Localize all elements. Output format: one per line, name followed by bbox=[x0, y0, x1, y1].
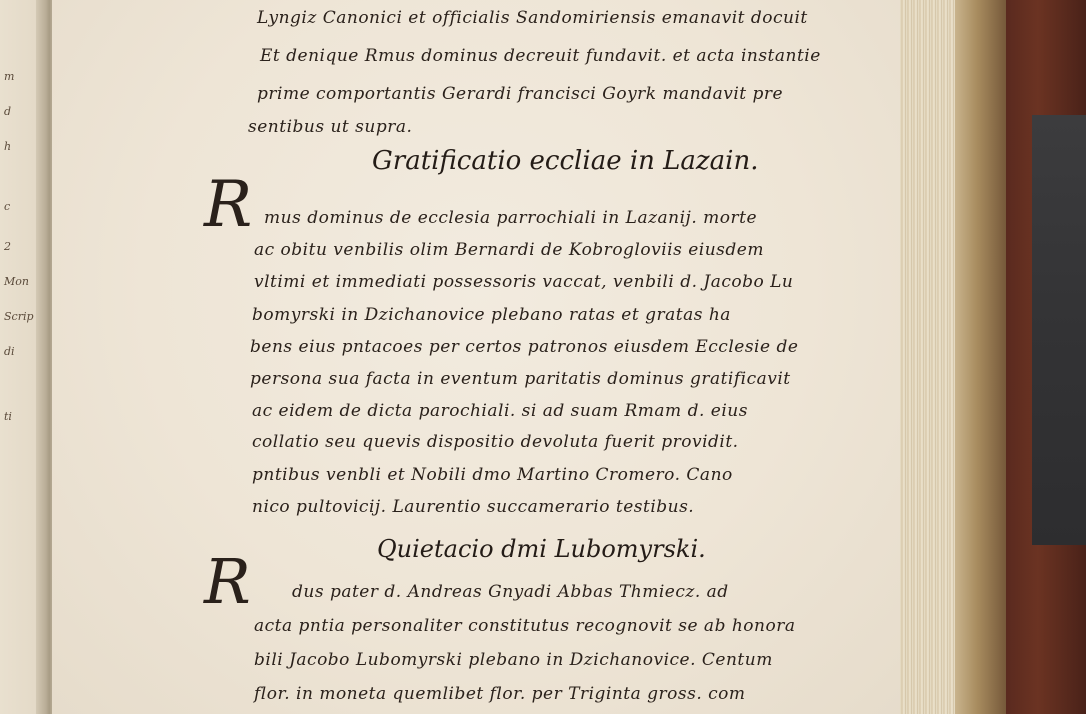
margin-note: ti bbox=[4, 410, 12, 423]
cover-board bbox=[1032, 115, 1086, 545]
manuscript-line: mus dominus de ecclesia parrochiali in Lazanij. morte bbox=[264, 208, 758, 228]
entry-heading: Quietacio dmi Lubomyrski. bbox=[377, 535, 706, 563]
manuscript-line: vltimi et immediati possessoris vaccat, venbili d. Jacobo Lu bbox=[254, 272, 794, 292]
entry-heading: Gratificatio eccliae in Lazain. bbox=[372, 146, 759, 176]
manuscript-line: Lyngiz Canonici et officialis Sandomiriensis emanavit docuit bbox=[257, 8, 808, 28]
margin-note: 2 bbox=[4, 240, 11, 253]
margin-note: m bbox=[4, 70, 15, 83]
manuscript-line: bili Jacobo Lubomyrski plebano in Dzichanovice. Centum bbox=[254, 650, 773, 670]
manuscript-page bbox=[52, 0, 904, 714]
decorated-initial: R bbox=[204, 545, 251, 618]
manuscript-line: bens eius pntacoes per certos patronos eiusdem Ecclesie de bbox=[250, 337, 799, 357]
margin-note: di bbox=[4, 345, 15, 358]
manuscript-line: bomyrski in Dzichanovice plebano ratas et gratas ha bbox=[252, 305, 731, 325]
manuscript-line: pntibus venbli et Nobili dmo Martino Cromero. Cano bbox=[252, 465, 733, 485]
manuscript-line: flor. in moneta quemlibet flor. per Triginta gross. com bbox=[254, 684, 746, 704]
margin-note: Mon bbox=[4, 275, 29, 288]
manuscript-line: persona sua facta in eventum paritatis dominus gratificavit bbox=[250, 369, 791, 389]
manuscript-line: prime comportantis Gerardi francisci Goyrk mandavit pre bbox=[257, 84, 784, 104]
page-edge-shadow bbox=[955, 0, 1010, 714]
manuscript-line: sentibus ut supra. bbox=[248, 117, 413, 137]
manuscript-line: ac eidem de dicta parochiali. si ad suam Rmam d. eius bbox=[252, 401, 748, 421]
manuscript-line: nico pultovicij. Laurentio succamerario testibus. bbox=[252, 497, 695, 517]
margin-note: d bbox=[4, 105, 12, 118]
manuscript-line: collatio seu quevis dispositio devoluta fuerit providit. bbox=[252, 432, 739, 452]
margin-note: Scrip bbox=[4, 310, 34, 323]
manuscript-line: ac obitu venbilis olim Bernardi de Kobrogloviis eiusdem bbox=[254, 240, 764, 260]
manuscript-line: Et denique Rmus dominus decreuit fundavit. et acta instantie bbox=[260, 46, 821, 66]
decorated-initial: R bbox=[204, 168, 253, 242]
manuscript-text bbox=[52, 0, 904, 714]
page-edges bbox=[900, 0, 960, 714]
manuscript-line: acta pntia personaliter constitutus recognovit se ab honora bbox=[254, 616, 796, 636]
manuscript-line: dus pater d. Andreas Gnyadi Abbas Thmiecz. ad bbox=[292, 582, 729, 602]
margin-note: c bbox=[4, 200, 11, 213]
margin-note: h bbox=[4, 140, 12, 153]
